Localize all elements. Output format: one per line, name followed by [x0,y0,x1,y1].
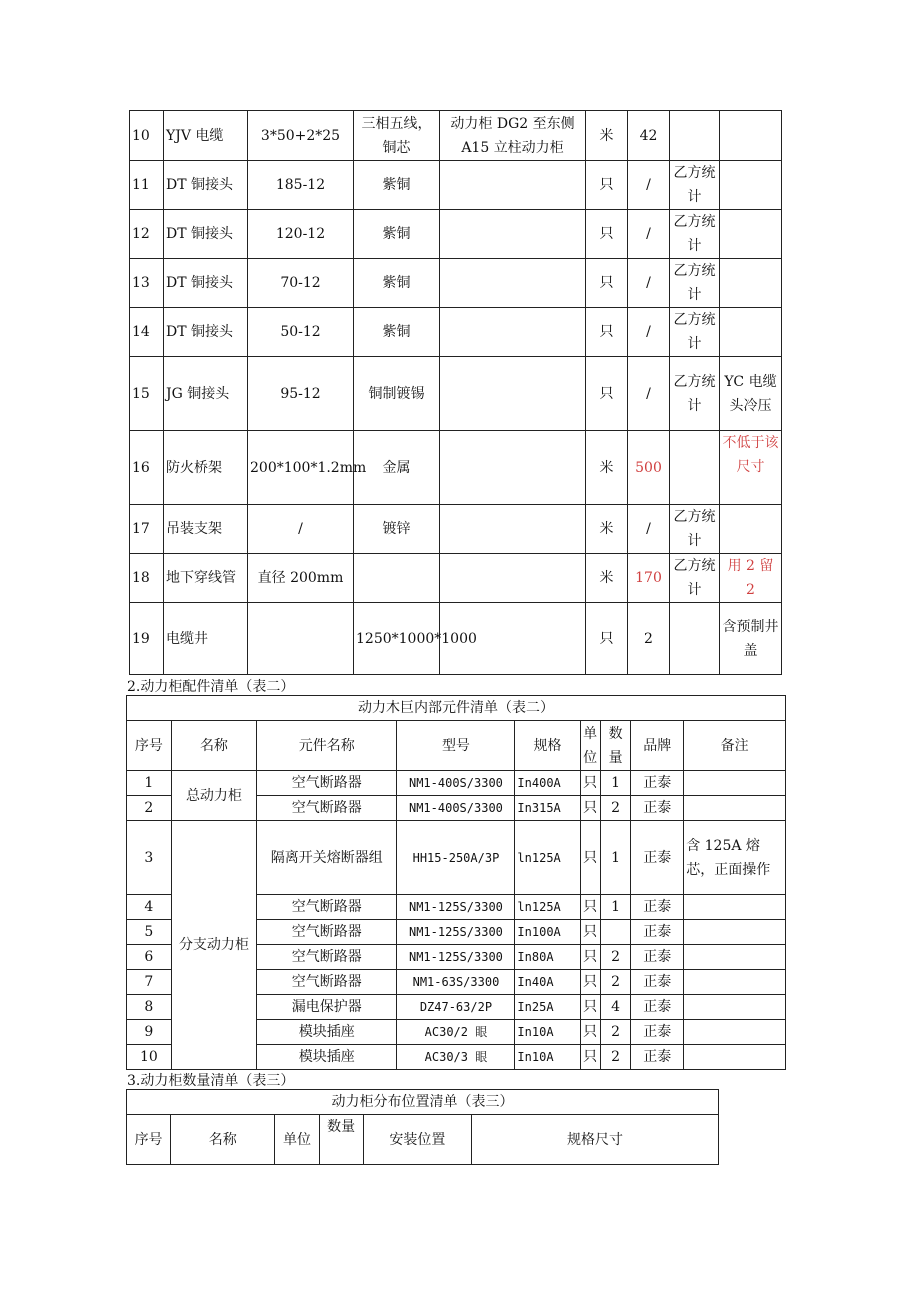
t2-cell-model: NM1-125S/3300 [397,895,515,920]
t1-cell-note2: YC 电缆头冷压 [720,357,782,431]
t2-cell-part: 漏电保护器 [257,995,397,1020]
t2-cell-part: 空气断路器 [257,920,397,945]
t1-cell-no: 11 [130,161,164,210]
t1-cell-unit: 米 [586,431,628,505]
t1-cell-name: YJV 电缆 [164,111,248,161]
t1-cell-no: 10 [130,111,164,161]
t1-cell-note1: 乙方统计 [670,210,720,259]
t2-cell-note [684,796,786,821]
t2-cell-qty: 1 [600,821,631,895]
t2-cell-no: 3 [127,821,172,895]
t1-cell-location [440,431,586,505]
t2-cell-brand: 正泰 [631,796,684,821]
t1-cell-qty: / [628,259,670,308]
header-model: 型号 [397,721,515,771]
t1-cell-no: 16 [130,431,164,505]
t2-cell-model: NM1-125S/3300 [397,945,515,970]
t2-cell-brand: 正泰 [631,945,684,970]
t3-header-location: 安装位置 [363,1115,471,1165]
t1-cell-note1: 乙方统计 [670,505,720,554]
t2-cell-brand: 正泰 [631,771,684,796]
t2-cell-unit: 只 [580,821,600,895]
table-row [130,210,782,259]
t1-cell-qty: / [628,161,670,210]
t1-cell-unit: 只 [586,308,628,357]
t2-cell-part: 模块插座 [257,1020,397,1045]
t1-cell-note2 [720,210,782,259]
t1-cell-note2: 不低于该尺寸 [720,431,782,505]
t2-cell-no: 2 [127,796,172,821]
header-name: 名称 [171,721,256,771]
t1-cell-no: 12 [130,210,164,259]
t2-cell-note: 含 125A 熔芯，正面操作 [684,821,786,895]
t1-cell-name: 吊装支架 [164,505,248,554]
t2-cell-unit: 只 [580,995,600,1020]
t1-cell-location [440,210,586,259]
cabinet-location-table [126,1089,719,1165]
t2-cell-qty: 2 [600,945,631,970]
table-row [127,821,786,895]
t1-cell-unit: 米 [586,554,628,603]
group-branch-cabinet: 分支动力柜 [171,821,256,1070]
t1-cell-note2: 含预制井盖 [720,603,782,675]
t2-cell-spec: In80A [515,945,580,970]
t2-cell-note [684,995,786,1020]
t1-cell-no: 18 [130,554,164,603]
t2-cell-note [684,920,786,945]
t1-cell-name: 地下穿线管 [164,554,248,603]
header-part: 元件名称 [257,721,397,771]
table-row [130,308,782,357]
t2-cell-model: DZ47-63/2P [397,995,515,1020]
t2-cell-qty: 1 [600,895,631,920]
t2-cell-qty [600,920,631,945]
section-2-heading: 2.动力柜配件清单（表二） [127,679,295,695]
t2-cell-model: AC30/2 眼 [397,1020,515,1045]
t2-cell-no: 6 [127,945,172,970]
t3-header-qty: 数量 [319,1115,363,1165]
t1-cell-location [440,554,586,603]
t2-cell-no: 9 [127,1020,172,1045]
header-no: 序号 [127,721,172,771]
table-row [130,357,782,431]
t1-cell-qty: / [628,505,670,554]
t2-cell-unit: 只 [580,1045,600,1070]
t2-cell-part: 空气断路器 [257,945,397,970]
t3-header-unit: 单位 [275,1115,319,1165]
t1-cell-note1: 乙方统计 [670,161,720,210]
t1-cell-note1 [670,111,720,161]
t1-cell-note1: 乙方统计 [670,308,720,357]
header-brand: 品牌 [631,721,684,771]
t1-cell-note2 [720,259,782,308]
t2-cell-spec: ln125A [515,821,580,895]
t2-cell-unit: 只 [580,1020,600,1045]
t2-cell-note [684,1020,786,1045]
t2-cell-part: 隔离开关熔断器组 [257,821,397,895]
t1-cell-material: 金属 [354,431,440,505]
t1-cell-location [440,357,586,431]
t1-cell-name: DT 铜接头 [164,210,248,259]
t1-cell-material: 紫铜 [354,308,440,357]
t2-cell-unit: 只 [580,771,600,796]
t2-cell-part: 模块插座 [257,1045,397,1070]
table-2-caption: 动力木巨内部元件清单（表二） [127,696,786,721]
t2-cell-qty: 2 [600,1045,631,1070]
t1-cell-material [354,554,440,603]
t1-cell-spec: 95-12 [248,357,354,431]
t2-cell-unit: 只 [580,895,600,920]
t1-cell-qty: 2 [628,603,670,675]
t1-cell-no: 13 [130,259,164,308]
t2-cell-unit: 只 [580,970,600,995]
t1-cell-spec: 200*100*1.2mm [248,431,354,505]
t1-cell-material: 紫铜 [354,210,440,259]
t1-cell-qty: 42 [628,111,670,161]
t1-cell-material: 紫铜 [354,259,440,308]
t1-cell-location [440,505,586,554]
t1-cell-name: JG 铜接头 [164,357,248,431]
t2-cell-spec: In10A [515,1045,580,1070]
t1-cell-spec: / [248,505,354,554]
section-3-heading: 3.动力柜数量清单（表三） [127,1073,295,1089]
t1-cell-qty: / [628,357,670,431]
t3-header-no: 序号 [127,1115,171,1165]
t1-cell-no: 14 [130,308,164,357]
t2-cell-unit: 只 [580,945,600,970]
t1-cell-no: 17 [130,505,164,554]
t1-cell-note1 [670,431,720,505]
t1-cell-unit: 米 [586,505,628,554]
t2-cell-model: NM1-400S/3300 [397,796,515,821]
t2-cell-spec: ln125A [515,895,580,920]
t1-cell-material: 铜制镀锡 [354,357,440,431]
t2-cell-part: 空气断路器 [257,771,397,796]
t1-cell-location [440,308,586,357]
table-row [130,431,782,505]
t2-cell-unit: 只 [580,796,600,821]
t2-cell-brand: 正泰 [631,1020,684,1045]
materials-table-1 [129,110,782,675]
table-row [130,505,782,554]
t2-cell-brand: 正泰 [631,970,684,995]
t1-cell-location [440,259,586,308]
t2-cell-no: 5 [127,920,172,945]
t2-cell-note [684,1045,786,1070]
t2-cell-note [684,970,786,995]
t1-cell-unit: 只 [586,259,628,308]
t2-cell-spec: In10A [515,1020,580,1045]
t1-cell-spec [248,603,354,675]
header-unit: 单位 [580,721,600,771]
t1-cell-unit: 只 [586,210,628,259]
t1-cell-qty: / [628,210,670,259]
t2-cell-model: AC30/3 眼 [397,1045,515,1070]
t2-cell-model: NM1-400S/3300 [397,771,515,796]
t1-cell-note2 [720,111,782,161]
t1-cell-no: 19 [130,603,164,675]
t1-cell-note2 [720,505,782,554]
t2-cell-note [684,945,786,970]
t1-cell-name: DT 铜接头 [164,161,248,210]
cabinet-parts-table [126,695,786,1070]
t2-cell-qty: 2 [600,970,631,995]
t2-cell-model: NM1-63S/3300 [397,970,515,995]
header-qty: 数量 [600,721,631,771]
t1-cell-qty: / [628,308,670,357]
t1-cell-material: 1250*1000*1000 [354,603,440,675]
t1-cell-unit: 米 [586,111,628,161]
t1-cell-location: 动力柜 DG2 至东侧 A15 立柱动力柜 [440,111,586,161]
t1-cell-note1: 乙方统计 [670,357,720,431]
t2-cell-note [684,895,786,920]
t1-cell-no: 15 [130,357,164,431]
header-note: 备注 [684,721,786,771]
table-row [130,259,782,308]
t1-cell-name: DT 铜接头 [164,259,248,308]
table-row [130,161,782,210]
table-row [130,603,782,675]
table-3-caption: 动力柜分布位置清单（表三） [127,1090,719,1115]
t3-header-name: 名称 [171,1115,275,1165]
t2-cell-qty: 1 [600,771,631,796]
t2-cell-spec: In400A [515,771,580,796]
t2-cell-note [684,771,786,796]
t2-cell-brand: 正泰 [631,821,684,895]
t2-cell-unit: 只 [580,920,600,945]
t1-cell-note1: 乙方统计 [670,259,720,308]
t1-cell-qty: 500 [628,431,670,505]
t2-cell-part: 空气断路器 [257,970,397,995]
t2-cell-no: 7 [127,970,172,995]
t3-header-size: 规格尺寸 [472,1115,719,1165]
t1-cell-note2 [720,308,782,357]
table-row [130,111,782,161]
t1-cell-unit: 只 [586,603,628,675]
t2-cell-spec: In100A [515,920,580,945]
group-main-cabinet: 总动力柜 [171,771,256,821]
t2-cell-no: 4 [127,895,172,920]
t2-cell-part: 空气断路器 [257,895,397,920]
t1-cell-spec: 120-12 [248,210,354,259]
t1-cell-note1: 乙方统计 [670,554,720,603]
t2-cell-brand: 正泰 [631,895,684,920]
t2-cell-spec: In40A [515,970,580,995]
t1-cell-spec: 70-12 [248,259,354,308]
t2-cell-no: 10 [127,1045,172,1070]
t1-cell-name: 电缆井 [164,603,248,675]
t1-cell-name: DT 铜接头 [164,308,248,357]
t2-cell-no: 1 [127,771,172,796]
table-row [130,554,782,603]
t2-cell-spec: In315A [515,796,580,821]
t2-cell-qty: 4 [600,995,631,1020]
t1-cell-material: 镀锌 [354,505,440,554]
t2-cell-brand: 正泰 [631,920,684,945]
t1-cell-spec: 直径 200mm [248,554,354,603]
header-spec: 规格 [515,721,580,771]
t2-cell-no: 8 [127,995,172,1020]
t1-cell-note2 [720,161,782,210]
t2-cell-brand: 正泰 [631,995,684,1020]
t1-cell-spec: 185-12 [248,161,354,210]
t1-cell-qty: 170 [628,554,670,603]
t2-cell-qty: 2 [600,796,631,821]
t2-cell-model: NM1-125S/3300 [397,920,515,945]
t1-cell-note1 [670,603,720,675]
t1-cell-location [440,161,586,210]
t2-cell-spec: In25A [515,995,580,1020]
t1-cell-spec: 3*50+2*25 [248,111,354,161]
t1-cell-spec: 50-12 [248,308,354,357]
t1-cell-name: 防火桥架 [164,431,248,505]
table-row [127,771,786,796]
t1-cell-material: 三相五线，铜芯 [354,111,440,161]
t1-cell-material: 紫铜 [354,161,440,210]
t2-cell-model: HH15-250A/3P [397,821,515,895]
t1-cell-note2: 用 2 留 2 [720,554,782,603]
t1-cell-unit: 只 [586,357,628,431]
t2-cell-part: 空气断路器 [257,796,397,821]
t1-cell-unit: 只 [586,161,628,210]
t2-cell-qty: 2 [600,1020,631,1045]
t2-cell-brand: 正泰 [631,1045,684,1070]
